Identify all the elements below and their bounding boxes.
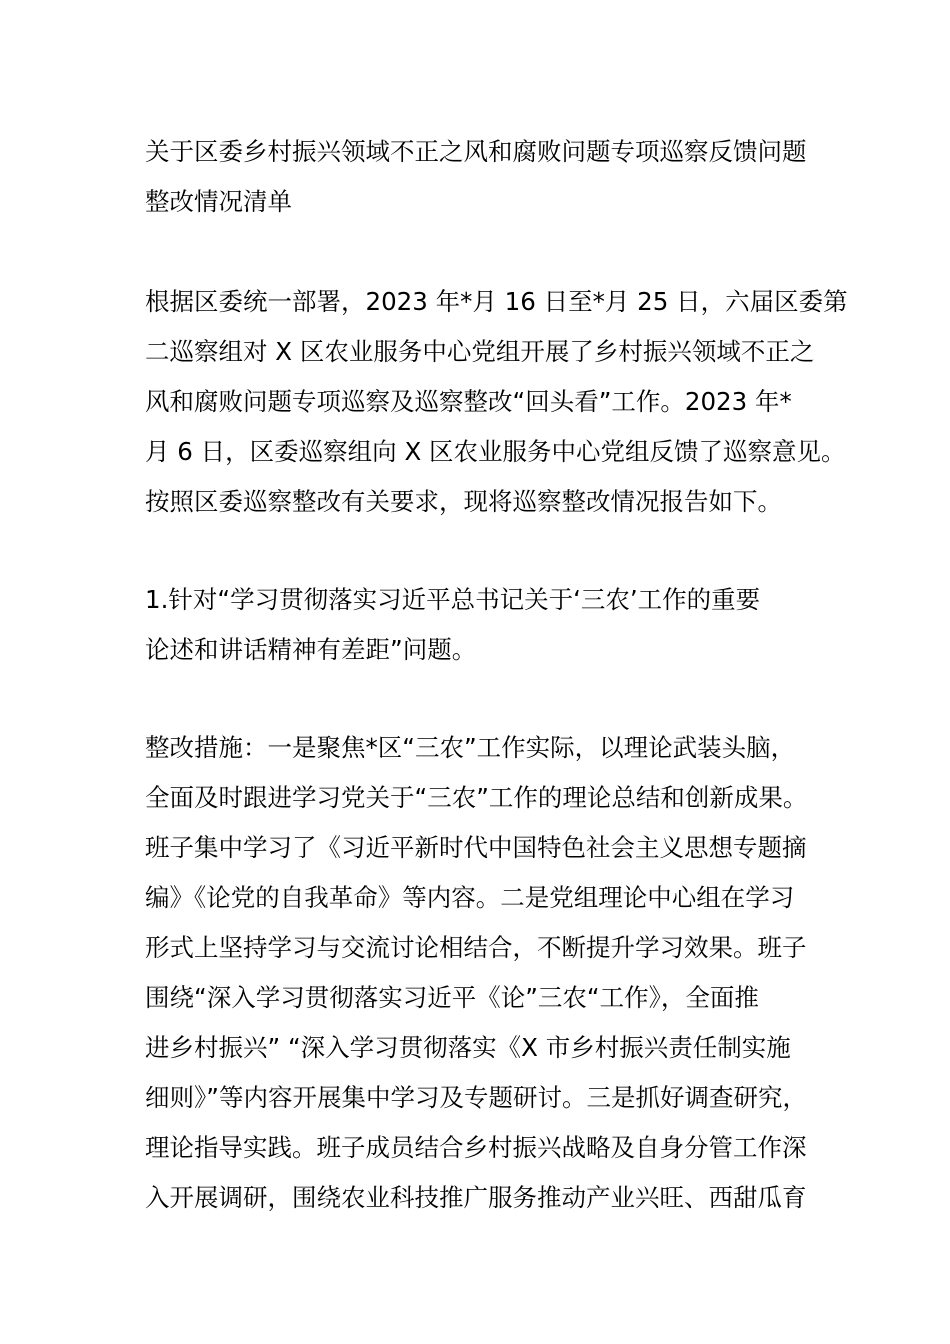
- paragraph-line: 论述和讲话精神有差距”问题。: [145, 635, 477, 664]
- paragraph-line: 围绕“深入学习贯彻落实习近平《论”三农“工作》，全面推: [145, 983, 759, 1012]
- paragraph-line: 整改措施：一是聚焦*区“三农”工作实际，以理论武装头脑，: [145, 733, 796, 762]
- paragraph-line: 形式上坚持学习与交流讨论相结合，不断提升学习效果。班子: [145, 933, 807, 962]
- paragraph-line: 根据区委统一部署，2023 年*月 16 日至*月 25 日，六届区委第: [145, 287, 848, 316]
- title-line: 整改情况清单: [145, 187, 292, 216]
- paragraph-line: 二巡察组对 X 区农业服务中心党组开展了乡村振兴领域不正之: [145, 337, 815, 366]
- document-title: [145, 127, 825, 227]
- paragraph-line: 1.针对“学习贯彻落实习近平总书记关于‘三农’工作的重要: [145, 585, 761, 614]
- measures-paragraph: [145, 723, 825, 1223]
- intro-paragraph: [145, 277, 848, 527]
- paragraph-line: 班子集中学习了《习近平新时代中国特色社会主义思想专题摘: [145, 833, 807, 862]
- paragraph-line: 风和腐败问题专项巡察及巡察整改“回头看”工作。2023 年*: [145, 387, 792, 416]
- paragraph-line: 理论指导实践。班子成员结合乡村振兴战略及自身分管工作深: [145, 1133, 807, 1162]
- title-line: 关于区委乡村振兴领域不正之风和腐败问题专项巡察反馈问题: [145, 137, 807, 166]
- paragraph-line: 全面及时跟进学习党关于“三农”工作的理论总结和创新成果。: [145, 783, 808, 812]
- paragraph-line: 月 6 日，区委巡察组向 X 区农业服务中心党组反馈了巡察意见。: [145, 437, 846, 466]
- paragraph-line: 编》《论党的自我革命》等内容。二是党组理论中心组在学习: [145, 883, 795, 912]
- paragraph-line: 细则》”等内容开展集中学习及专题研讨。三是抓好调查研究，: [145, 1083, 807, 1112]
- paragraph-line: 进乡村振兴” “深入学习贯彻落实《X 市乡村振兴责任制实施: [145, 1033, 791, 1062]
- item-1-heading: [145, 575, 825, 675]
- paragraph-line: 按照区委巡察整改有关要求，现将巡察整改情况报告如下。: [145, 487, 782, 516]
- paragraph-line: 入开展调研，围绕农业科技推广服务推动产业兴旺、西甜瓜育: [145, 1183, 807, 1212]
